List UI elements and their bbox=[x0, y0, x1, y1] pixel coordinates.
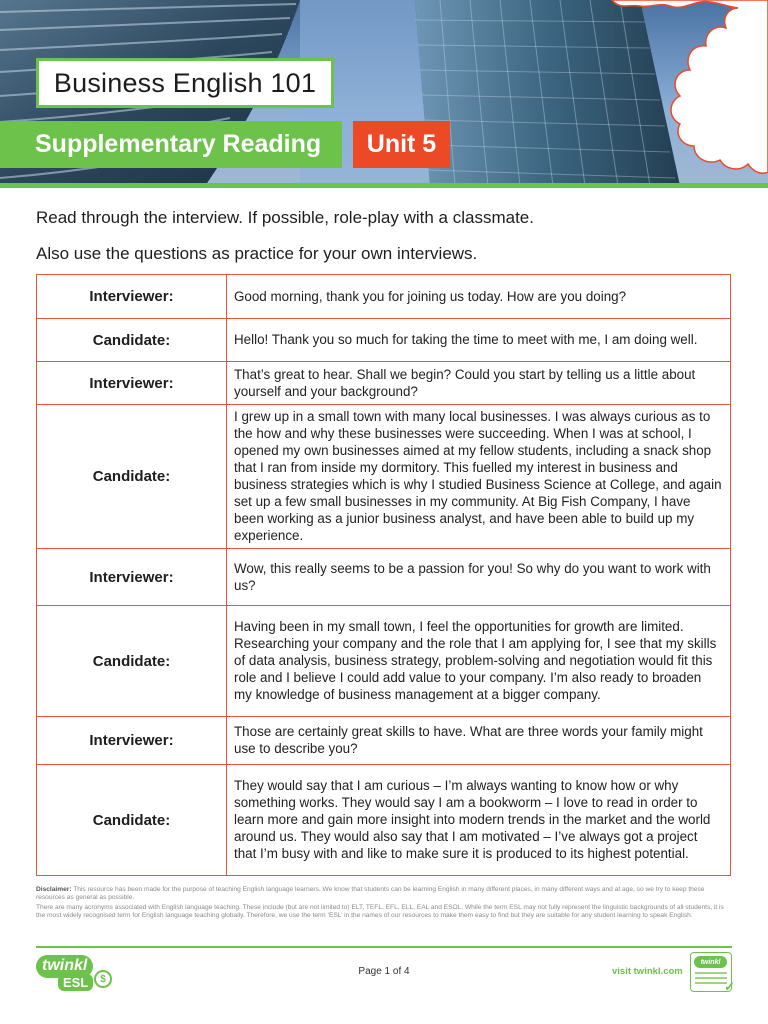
table-row bbox=[37, 319, 731, 362]
dialogue-cell: Having been in my small town, I feel the opportunities for growth are limited. Researching your company and the role that I am applying for, I see that my skills of data analysis, business strategy, problem-solving and negotiation would fit this role and I believe I could add value to your company. I’m also ready to broaden my knowledge of business management at a bigger company. bbox=[227, 606, 731, 717]
instruction-line-2: Also use the questions as practice for your own interviews. bbox=[36, 244, 478, 263]
instruction-line-1: Read through the interview. If possible, role-play with a classmate. bbox=[36, 208, 534, 227]
visit-link[interactable]: visit twinkl.com bbox=[612, 966, 683, 977]
dialogue-cell: That’s great to hear. Shall we begin? Could you start by telling us a little about yourself and your background? bbox=[227, 362, 731, 405]
page-number: Page 1 of 4 bbox=[358, 966, 410, 977]
section-label: Supplementary Reading bbox=[0, 121, 342, 168]
speaker-cell: Candidate: bbox=[37, 765, 227, 876]
disclaimer-para-1 bbox=[36, 886, 732, 903]
speaker-cell: Candidate: bbox=[37, 606, 227, 717]
logo-badge-icon: $ bbox=[94, 970, 112, 988]
dialogue-cell: Good morning, thank you for joining us today. How are you doing? bbox=[227, 275, 731, 319]
banner-divider bbox=[0, 183, 768, 188]
seal-word: twinkl bbox=[694, 956, 727, 968]
speaker-cell: Candidate: bbox=[37, 319, 227, 362]
interview-table bbox=[36, 274, 731, 876]
dialogue-cell: I grew up in a small town with many local businesses. I was always curious as to the how and why these businesses were succeeding. When I was at school, I opened my own businesses aimed at my fellow students, including a snack shop that I ran from inside my dormitory. This fuelled my interest in business and business strategies which is why I studied Business Science at College, and again set up a few small businesses in my community. At Big Fish Company, I have been working as a junior business analyst, and have been able to build up my experience. bbox=[227, 405, 731, 549]
table-row bbox=[37, 275, 731, 319]
disclaimer-text-1: This resource has been made for the purpose of teaching English language learners. We know that students can be learning English in many different places, in many different ways and at age, so we try to keep these resources as general as possible. bbox=[36, 886, 705, 902]
logo-word: twinkl bbox=[36, 955, 93, 978]
table-row bbox=[37, 606, 731, 717]
speaker-cell: Interviewer: bbox=[37, 549, 227, 606]
course-title: Business English 101 bbox=[36, 58, 334, 108]
dialogue-cell: They would say that I am curious – I’m always wanting to know how or why something works. They would say I am a bookworm – I love to read in order to learn more and gain more insight into modern trends in the market and the world around us. They would also say that I am motivated – I’ve always got a project that I’m busy with and like to make sure it is produced to its highest potential. bbox=[227, 765, 731, 876]
disclaimer bbox=[36, 886, 732, 921]
dialogue-cell: Those are certainly great skills to have. What are three words your family might use to describe you? bbox=[227, 717, 731, 765]
quality-seal-icon bbox=[690, 952, 735, 994]
speaker-cell: Candidate: bbox=[37, 405, 227, 549]
table-row bbox=[37, 717, 731, 765]
unit-badge: Unit 5 bbox=[353, 121, 450, 168]
table-row bbox=[37, 405, 731, 549]
dialogue-cell: Hello! Thank you so much for taking the time to meet with me, I am doing well. bbox=[227, 319, 731, 362]
seal-lines bbox=[695, 972, 727, 987]
footer-divider bbox=[36, 946, 732, 948]
table-row bbox=[37, 549, 731, 606]
dialogue-cell: Wow, this really seems to be a passion for you! So why do you want to work with us? bbox=[227, 549, 731, 606]
speaker-cell: Interviewer: bbox=[37, 275, 227, 319]
table-row bbox=[37, 765, 731, 876]
speaker-cell: Interviewer: bbox=[37, 717, 227, 765]
table-row bbox=[37, 362, 731, 405]
disclaimer-text-2: There are many acronyms associated with English language teaching. These include (but are not limited to) ELT, TEFL, EFL, ELL, EAL and ESOL. While the term ESL may not fully represent the linguistic backgrounds of all students, it is the most widely recognised term for English language teaching globally. Therefore, we use the term ‘ESL’ in the names of our resources to make them easy to find but they are suitable for any student learning to speak English. bbox=[36, 903, 724, 920]
speaker-cell: Interviewer: bbox=[37, 362, 227, 405]
logo-esl: ESL bbox=[58, 974, 93, 991]
checkmark-icon: ✓ bbox=[724, 979, 735, 994]
disclaimer-label: Disclaimer: bbox=[36, 886, 72, 893]
